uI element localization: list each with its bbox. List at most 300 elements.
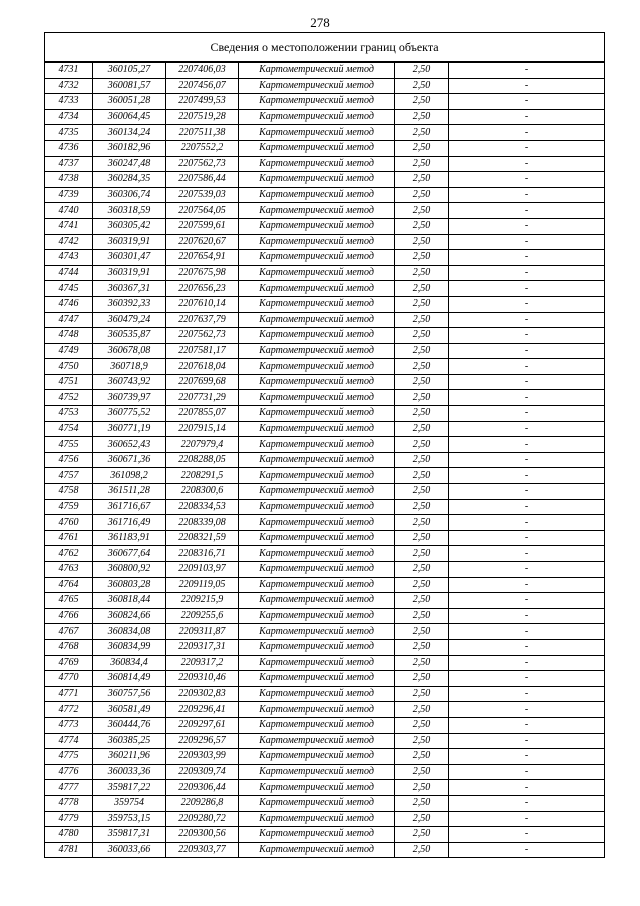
method-cell: Картометрический метод	[239, 140, 395, 156]
table-row	[45, 250, 605, 266]
point-number-cell: 4744	[45, 265, 93, 281]
coord-y-cell: 2207855,07	[166, 406, 239, 422]
coord-x-cell: 360824,66	[93, 608, 166, 624]
table-row	[45, 125, 605, 141]
coord-x-cell: 361183,91	[93, 530, 166, 546]
description-cell: -	[449, 546, 605, 562]
table-row	[45, 577, 605, 593]
point-number-cell: 4734	[45, 109, 93, 125]
precision-cell: 2,50	[395, 390, 449, 406]
description-cell: -	[449, 795, 605, 811]
coord-x-cell: 360743,92	[93, 374, 166, 390]
description-cell: -	[449, 530, 605, 546]
point-number-cell: 4748	[45, 328, 93, 344]
table-row	[45, 109, 605, 125]
coord-x-cell: 360033,36	[93, 764, 166, 780]
precision-cell: 2,50	[395, 562, 449, 578]
point-number-cell: 4759	[45, 499, 93, 515]
coord-x-cell: 360211,96	[93, 749, 166, 765]
coord-y-cell: 2208321,59	[166, 530, 239, 546]
point-number-cell: 4780	[45, 827, 93, 843]
description-cell: -	[449, 109, 605, 125]
precision-cell: 2,50	[395, 608, 449, 624]
coord-x-cell: 361716,49	[93, 515, 166, 531]
method-cell: Картометрический метод	[239, 203, 395, 219]
description-cell: -	[449, 172, 605, 188]
precision-cell: 2,50	[395, 749, 449, 765]
method-cell: Картометрический метод	[239, 671, 395, 687]
coord-y-cell: 2209255,6	[166, 608, 239, 624]
coord-x-cell: 360367,31	[93, 281, 166, 297]
description-cell: -	[449, 156, 605, 172]
page-number: 278	[310, 15, 330, 30]
coord-y-cell: 2208316,71	[166, 546, 239, 562]
precision-cell: 2,50	[395, 686, 449, 702]
table-row	[45, 156, 605, 172]
description-cell: -	[449, 343, 605, 359]
method-cell: Картометрический метод	[239, 343, 395, 359]
method-cell: Картометрический метод	[239, 562, 395, 578]
method-cell: Картометрический метод	[239, 624, 395, 640]
table-row	[45, 421, 605, 437]
method-cell: Картометрический метод	[239, 265, 395, 281]
coord-y-cell: 2207519,28	[166, 109, 239, 125]
description-cell: -	[449, 265, 605, 281]
coord-y-cell: 2207656,23	[166, 281, 239, 297]
method-cell: Картометрический метод	[239, 484, 395, 500]
precision-cell: 2,50	[395, 811, 449, 827]
description-cell: -	[449, 250, 605, 266]
coord-y-cell: 2209280,72	[166, 811, 239, 827]
point-number-cell: 4731	[45, 62, 93, 78]
method-cell: Картометрический метод	[239, 780, 395, 796]
table-row	[45, 624, 605, 640]
table-row	[45, 343, 605, 359]
table-row	[45, 265, 605, 281]
description-cell: -	[449, 452, 605, 468]
method-cell: Картометрический метод	[239, 827, 395, 843]
coord-y-cell: 2207562,73	[166, 156, 239, 172]
coord-y-cell: 2207654,91	[166, 250, 239, 266]
coord-y-cell: 2207586,44	[166, 172, 239, 188]
point-number-cell: 4739	[45, 187, 93, 203]
point-number-cell: 4779	[45, 811, 93, 827]
table-row	[45, 515, 605, 531]
precision-cell: 2,50	[395, 764, 449, 780]
description-cell: -	[449, 312, 605, 328]
method-cell: Картометрический метод	[239, 764, 395, 780]
table-row	[45, 359, 605, 375]
precision-cell: 2,50	[395, 421, 449, 437]
table-row	[45, 827, 605, 843]
description-cell: -	[449, 281, 605, 297]
coord-y-cell: 2209215,9	[166, 593, 239, 609]
point-number-cell: 4757	[45, 468, 93, 484]
precision-cell: 2,50	[395, 515, 449, 531]
coord-y-cell: 2209306,44	[166, 780, 239, 796]
coord-x-cell: 360064,45	[93, 109, 166, 125]
method-cell: Картометрический метод	[239, 499, 395, 515]
precision-cell: 2,50	[395, 218, 449, 234]
method-cell: Картометрический метод	[239, 296, 395, 312]
description-cell: -	[449, 671, 605, 687]
method-cell: Картометрический метод	[239, 468, 395, 484]
method-cell: Картометрический метод	[239, 156, 395, 172]
precision-cell: 2,50	[395, 577, 449, 593]
table-row	[45, 203, 605, 219]
point-number-cell: 4776	[45, 764, 93, 780]
point-number-cell: 4755	[45, 437, 93, 453]
description-cell: -	[449, 468, 605, 484]
coord-y-cell: 2207979,4	[166, 437, 239, 453]
point-number-cell: 4743	[45, 250, 93, 266]
coord-y-cell: 2207915,14	[166, 421, 239, 437]
description-cell: -	[449, 359, 605, 375]
method-cell: Картометрический метод	[239, 312, 395, 328]
description-cell: -	[449, 764, 605, 780]
table-row	[45, 546, 605, 562]
description-cell: -	[449, 562, 605, 578]
point-number-cell: 4775	[45, 749, 93, 765]
description-cell: -	[449, 187, 605, 203]
precision-cell: 2,50	[395, 655, 449, 671]
method-cell: Картометрический метод	[239, 125, 395, 141]
point-number-cell: 4774	[45, 733, 93, 749]
point-number-cell: 4781	[45, 842, 93, 858]
description-cell: -	[449, 296, 605, 312]
coord-y-cell: 2209303,77	[166, 842, 239, 858]
precision-cell: 2,50	[395, 624, 449, 640]
precision-cell: 2,50	[395, 780, 449, 796]
point-number-cell: 4736	[45, 140, 93, 156]
point-number-cell: 4763	[45, 562, 93, 578]
coord-y-cell: 2207511,38	[166, 125, 239, 141]
point-number-cell: 4741	[45, 218, 93, 234]
coord-y-cell: 2209103,97	[166, 562, 239, 578]
description-cell: -	[449, 515, 605, 531]
coord-x-cell: 360678,08	[93, 343, 166, 359]
precision-cell: 2,50	[395, 312, 449, 328]
precision-cell: 2,50	[395, 94, 449, 110]
coord-x-cell: 361716,67	[93, 499, 166, 515]
precision-cell: 2,50	[395, 328, 449, 344]
coord-x-cell: 360757,56	[93, 686, 166, 702]
coord-y-cell: 2209310,46	[166, 671, 239, 687]
description-cell: -	[449, 328, 605, 344]
table-header-row	[45, 33, 605, 63]
method-cell: Картометрический метод	[239, 655, 395, 671]
method-cell: Картометрический метод	[239, 437, 395, 453]
method-cell: Картометрический метод	[239, 62, 395, 78]
precision-cell: 2,50	[395, 593, 449, 609]
method-cell: Картометрический метод	[239, 639, 395, 655]
precision-cell: 2,50	[395, 374, 449, 390]
point-number-cell: 4742	[45, 234, 93, 250]
precision-cell: 2,50	[395, 671, 449, 687]
coord-x-cell: 360652,43	[93, 437, 166, 453]
table-row	[45, 374, 605, 390]
coord-y-cell: 2209286,8	[166, 795, 239, 811]
table-row	[45, 562, 605, 578]
coord-y-cell: 2207675,98	[166, 265, 239, 281]
table-row	[45, 312, 605, 328]
method-cell: Картометрический метод	[239, 78, 395, 94]
coord-x-cell: 360444,76	[93, 717, 166, 733]
point-number-cell: 4752	[45, 390, 93, 406]
point-number-cell: 4746	[45, 296, 93, 312]
table-row	[45, 608, 605, 624]
table-row	[45, 484, 605, 500]
table-row	[45, 686, 605, 702]
point-number-cell: 4768	[45, 639, 93, 655]
description-cell: -	[449, 749, 605, 765]
point-number-cell: 4738	[45, 172, 93, 188]
point-number-cell: 4777	[45, 780, 93, 796]
coord-x-cell: 360105,27	[93, 62, 166, 78]
precision-cell: 2,50	[395, 499, 449, 515]
precision-cell: 2,50	[395, 452, 449, 468]
method-cell: Картометрический метод	[239, 374, 395, 390]
coord-x-cell: 360771,19	[93, 421, 166, 437]
method-cell: Картометрический метод	[239, 593, 395, 609]
coord-x-cell: 360247,48	[93, 156, 166, 172]
table-row	[45, 328, 605, 344]
table-row	[45, 140, 605, 156]
coord-x-cell: 360818,44	[93, 593, 166, 609]
point-number-cell: 4758	[45, 484, 93, 500]
coord-y-cell: 2209311,87	[166, 624, 239, 640]
description-cell: -	[449, 234, 605, 250]
coord-x-cell: 360677,64	[93, 546, 166, 562]
precision-cell: 2,50	[395, 842, 449, 858]
coord-y-cell: 2209309,74	[166, 764, 239, 780]
coord-x-cell: 360284,35	[93, 172, 166, 188]
coord-y-cell: 2207610,14	[166, 296, 239, 312]
description-cell: -	[449, 484, 605, 500]
table-row	[45, 296, 605, 312]
point-number-cell: 4750	[45, 359, 93, 375]
method-cell: Картометрический метод	[239, 577, 395, 593]
precision-cell: 2,50	[395, 359, 449, 375]
coord-y-cell: 2207618,04	[166, 359, 239, 375]
point-number-cell: 4771	[45, 686, 93, 702]
point-number-cell: 4749	[45, 343, 93, 359]
coord-x-cell: 360318,59	[93, 203, 166, 219]
description-cell: -	[449, 406, 605, 422]
precision-cell: 2,50	[395, 109, 449, 125]
precision-cell: 2,50	[395, 827, 449, 843]
method-cell: Картометрический метод	[239, 702, 395, 718]
coord-x-cell: 360392,33	[93, 296, 166, 312]
coord-x-cell: 360051,28	[93, 94, 166, 110]
coord-x-cell: 360775,52	[93, 406, 166, 422]
precision-cell: 2,50	[395, 717, 449, 733]
coord-x-cell: 360834,99	[93, 639, 166, 655]
table-row	[45, 655, 605, 671]
coord-x-cell: 361511,28	[93, 484, 166, 500]
table-row	[45, 749, 605, 765]
coord-y-cell: 2208339,08	[166, 515, 239, 531]
point-number-cell: 4773	[45, 717, 93, 733]
table-row	[45, 281, 605, 297]
table-row	[45, 218, 605, 234]
table-row	[45, 172, 605, 188]
table-row	[45, 733, 605, 749]
coord-y-cell: 2207499,53	[166, 94, 239, 110]
point-number-cell: 4767	[45, 624, 93, 640]
method-cell: Картометрический метод	[239, 406, 395, 422]
table-row	[45, 234, 605, 250]
point-number-cell: 4766	[45, 608, 93, 624]
table-row	[45, 187, 605, 203]
coord-y-cell: 2209296,41	[166, 702, 239, 718]
table-row	[45, 78, 605, 94]
method-cell: Картометрический метод	[239, 717, 395, 733]
coord-y-cell: 2209297,61	[166, 717, 239, 733]
method-cell: Картометрический метод	[239, 281, 395, 297]
coord-x-cell: 360739,97	[93, 390, 166, 406]
table-row	[45, 702, 605, 718]
table-body	[45, 33, 605, 858]
coord-x-cell: 359817,31	[93, 827, 166, 843]
description-cell: -	[449, 421, 605, 437]
point-number-cell: 4770	[45, 671, 93, 687]
coord-y-cell: 2207562,73	[166, 328, 239, 344]
method-cell: Картометрический метод	[239, 234, 395, 250]
precision-cell: 2,50	[395, 343, 449, 359]
precision-cell: 2,50	[395, 234, 449, 250]
coord-y-cell: 2207731,29	[166, 390, 239, 406]
coord-y-cell: 2207699,68	[166, 374, 239, 390]
point-number-cell: 4760	[45, 515, 93, 531]
precision-cell: 2,50	[395, 281, 449, 297]
method-cell: Картометрический метод	[239, 811, 395, 827]
coord-x-cell: 360718,9	[93, 359, 166, 375]
coord-x-cell: 361098,2	[93, 468, 166, 484]
coord-y-cell: 2209119,05	[166, 577, 239, 593]
table-row	[45, 780, 605, 796]
precision-cell: 2,50	[395, 546, 449, 562]
precision-cell: 2,50	[395, 62, 449, 78]
point-number-cell: 4762	[45, 546, 93, 562]
description-cell: -	[449, 218, 605, 234]
precision-cell: 2,50	[395, 406, 449, 422]
point-number-cell: 4753	[45, 406, 93, 422]
coord-y-cell: 2208291,5	[166, 468, 239, 484]
table-row	[45, 468, 605, 484]
coord-y-cell: 2207620,67	[166, 234, 239, 250]
point-number-cell: 4735	[45, 125, 93, 141]
table-row	[45, 717, 605, 733]
method-cell: Картометрический метод	[239, 94, 395, 110]
coord-y-cell: 2208300,6	[166, 484, 239, 500]
method-cell: Картометрический метод	[239, 749, 395, 765]
description-cell: -	[449, 655, 605, 671]
point-number-cell: 4751	[45, 374, 93, 390]
table-row	[45, 62, 605, 78]
table-row	[45, 499, 605, 515]
description-cell: -	[449, 593, 605, 609]
description-cell: -	[449, 717, 605, 733]
coord-x-cell: 360081,57	[93, 78, 166, 94]
method-cell: Картометрический метод	[239, 452, 395, 468]
point-number-cell: 4754	[45, 421, 93, 437]
description-cell: -	[449, 203, 605, 219]
point-number-cell: 4732	[45, 78, 93, 94]
table-row	[45, 795, 605, 811]
table-row	[45, 437, 605, 453]
coord-x-cell: 360581,49	[93, 702, 166, 718]
method-cell: Картометрический метод	[239, 359, 395, 375]
method-cell: Картометрический метод	[239, 842, 395, 858]
coord-y-cell: 2207456,07	[166, 78, 239, 94]
coord-y-cell: 2207581,17	[166, 343, 239, 359]
boundary-table	[44, 32, 605, 858]
description-cell: -	[449, 78, 605, 94]
coord-x-cell: 360306,74	[93, 187, 166, 203]
description-cell: -	[449, 608, 605, 624]
method-cell: Картометрический метод	[239, 187, 395, 203]
precision-cell: 2,50	[395, 795, 449, 811]
coord-x-cell: 360301,47	[93, 250, 166, 266]
coord-x-cell: 360319,91	[93, 234, 166, 250]
precision-cell: 2,50	[395, 250, 449, 266]
description-cell: -	[449, 94, 605, 110]
method-cell: Картометрический метод	[239, 109, 395, 125]
method-cell: Картометрический метод	[239, 172, 395, 188]
description-cell: -	[449, 827, 605, 843]
description-cell: -	[449, 140, 605, 156]
method-cell: Картометрический метод	[239, 421, 395, 437]
coord-y-cell: 2207552,2	[166, 140, 239, 156]
coord-y-cell: 2209300,56	[166, 827, 239, 843]
coord-y-cell: 2207637,79	[166, 312, 239, 328]
precision-cell: 2,50	[395, 733, 449, 749]
table-row	[45, 94, 605, 110]
coord-x-cell: 360182,96	[93, 140, 166, 156]
description-cell: -	[449, 437, 605, 453]
method-cell: Картометрический метод	[239, 546, 395, 562]
point-number-cell: 4740	[45, 203, 93, 219]
coord-x-cell: 360814,49	[93, 671, 166, 687]
precision-cell: 2,50	[395, 203, 449, 219]
description-cell: -	[449, 62, 605, 78]
precision-cell: 2,50	[395, 702, 449, 718]
method-cell: Картометрический метод	[239, 390, 395, 406]
description-cell: -	[449, 811, 605, 827]
point-number-cell: 4747	[45, 312, 93, 328]
table-row	[45, 593, 605, 609]
point-number-cell: 4745	[45, 281, 93, 297]
coord-x-cell: 359817,22	[93, 780, 166, 796]
description-cell: -	[449, 390, 605, 406]
point-number-cell: 4764	[45, 577, 93, 593]
description-cell: -	[449, 686, 605, 702]
coord-y-cell: 2209302,83	[166, 686, 239, 702]
table-row	[45, 842, 605, 858]
description-cell: -	[449, 639, 605, 655]
coord-x-cell: 360319,91	[93, 265, 166, 281]
coord-x-cell: 360033,66	[93, 842, 166, 858]
coord-x-cell: 360834,4	[93, 655, 166, 671]
precision-cell: 2,50	[395, 265, 449, 281]
method-cell: Картометрический метод	[239, 218, 395, 234]
coord-x-cell: 359754	[93, 795, 166, 811]
description-cell: -	[449, 624, 605, 640]
coord-y-cell: 2207406,03	[166, 62, 239, 78]
precision-cell: 2,50	[395, 530, 449, 546]
method-cell: Картометрический метод	[239, 250, 395, 266]
